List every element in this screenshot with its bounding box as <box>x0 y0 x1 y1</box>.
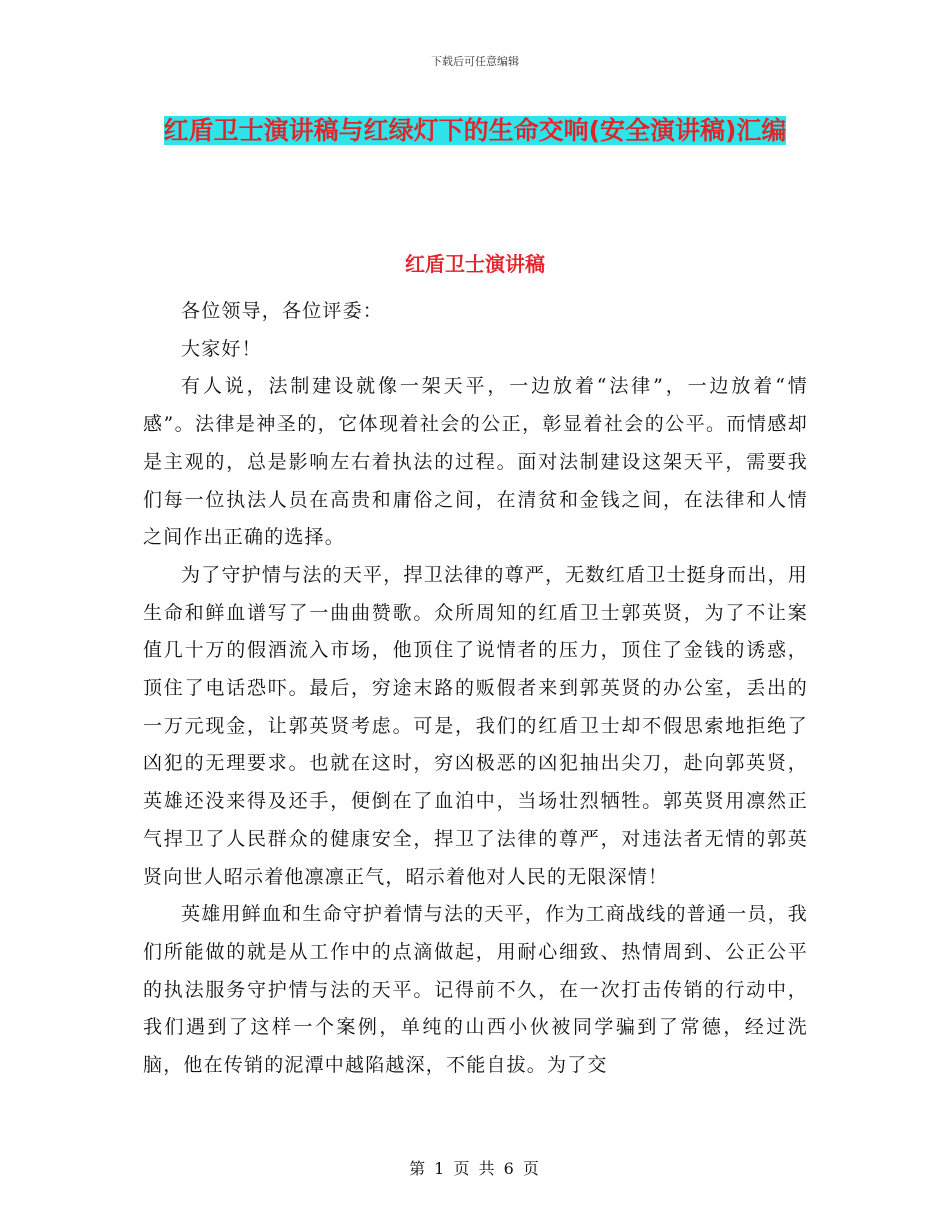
document-title <box>145 110 805 152</box>
paragraph: 有人说，法制建设就像一架天平，一边放着“法律”，一边放着“情感”。法律是神圣的，它体现着社会的公正，彰显着社会的公平。而情感却是主观的，总是影响左右着执法的过程。面对法制建设这架天平，需要我们每一位执法人员在高贵和庸俗之间，在清贫和金钱之间，在法律和人情之间作出正确的选择。 <box>143 375 808 549</box>
paragraph-salutation: 各位领导，各位评委： <box>181 300 384 322</box>
paragraph-greeting: 大家好！ <box>181 337 262 360</box>
section-title: 红盾卫士演讲稿 <box>405 252 545 276</box>
document-body <box>143 293 808 1085</box>
document-title-text: 红盾卫士演讲稿与红绿灯下的生命交响(安全演讲稿)汇编 <box>163 116 787 145</box>
paragraph: 英雄用鲜血和生命守护着情与法的天平，作为工商战线的普通一员，我们所能做的就是从工作中的点滴做起，用耐心细致、热情周到、公正公平的执法服务守护情与法的天平。记得前不久，在一次打击传销的行动中，我们遇到了这样一个案例，单纯的山西小伙被同学骗到了常德，经过洗脑，他在传销的泥潭中越陷越深，不能自拔。为了交 <box>143 903 808 1077</box>
page-number: 第 1 页 共 6 页 <box>409 1159 541 1178</box>
paragraph: 为了守护情与法的天平，捍卫法律的尊严，无数红盾卫士挺身而出，用生命和鲜血谱写了一曲曲赞歌。众所周知的红盾卫士郭英贤，为了不让案值几十万的假酒流入市场，他顶住了说情者的压力，顶住了金钱的诱惑，顶住了电话恐吓。最后，穷途末路的贩假者来到郭英贤的办公室，丢出的一万元现金，让郭英贤考虑。可是，我们的红盾卫士却不假思索地拒绝了凶犯的无理要求。也就在这时，穷凶极恶的凶犯抽出尖刀，赴向郭英贤，英雄还没来得及还手，便倒在了血泊中，当场壮烈牺牲。郭英贤用凛然正气捍卫了人民群众的健康安全，捍卫了法律的尊严，对违法者无情的郭英贤向世人昭示着他凛凛正气，昭示着他对人民的无限深情！ <box>143 563 808 888</box>
header-note: 下载后可任意编辑 <box>431 55 519 68</box>
